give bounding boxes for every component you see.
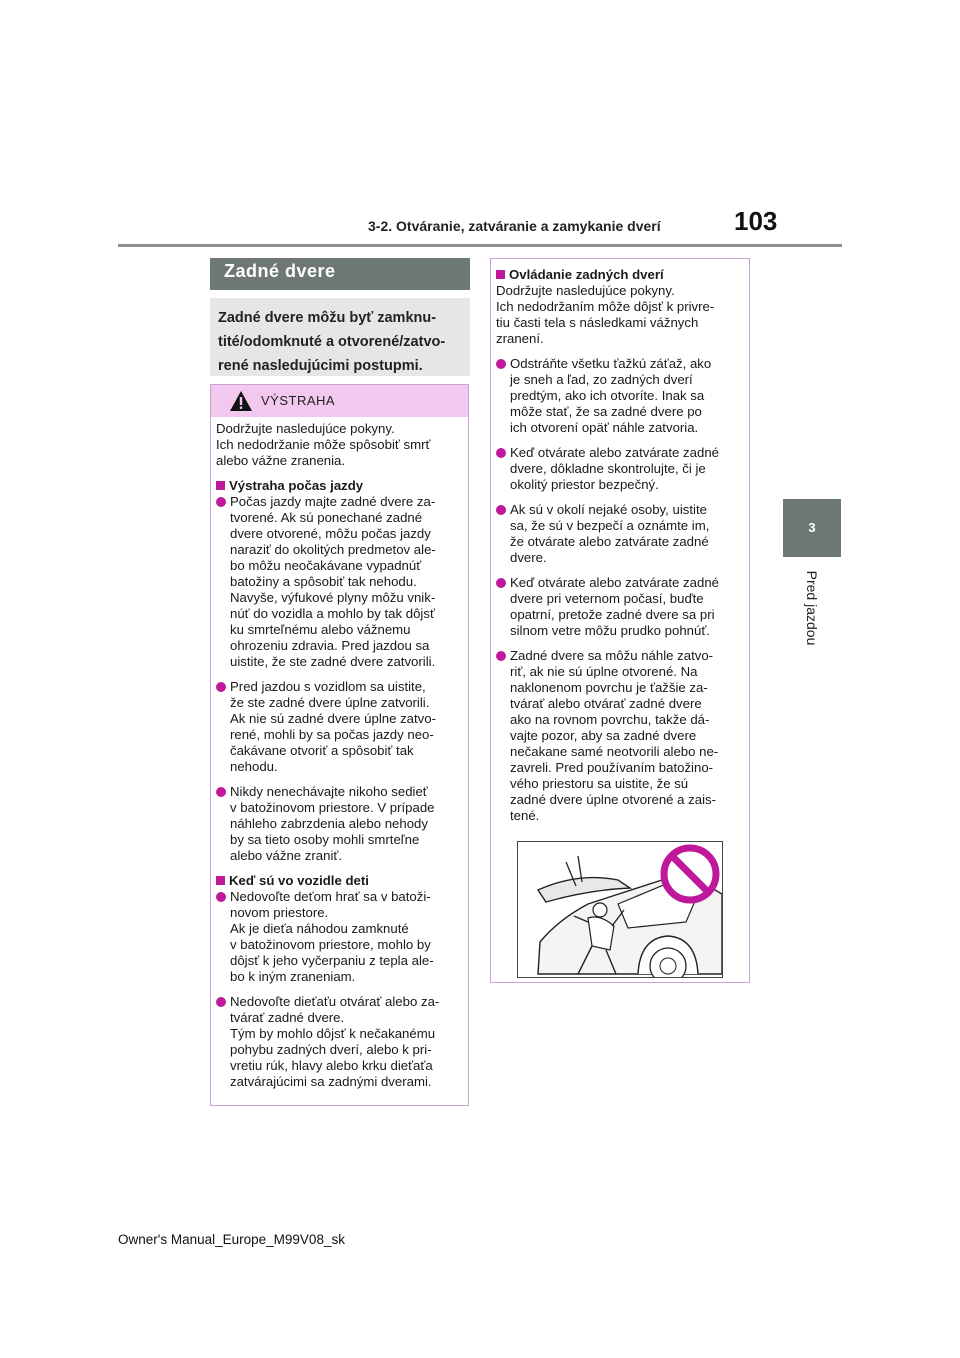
prohibited-sign-icon	[664, 848, 716, 900]
header-rule	[118, 244, 842, 247]
square-bullet-icon	[496, 270, 505, 279]
square-bullet-icon	[216, 876, 225, 885]
warning-bullet: Počas jazdy majte zadné dvere za- tvorené. Ak sú ponechané zadné dvere otvorené, môžu počas jazdy naraziť do okolitých predmetov ale- bo môžu neočakávane vypadnúť batožiny a spôsobiť tak nehodu. Navyše, výfukové plyny môžu vnik- núť do vozidla a mohlo by tak dôjsť ku smrteľnému alebo vážnemu ohrozeniu zdravia. Pred jazdou sa uistite, že ste zadné dvere zatvorili.	[216, 494, 460, 670]
chapter-label-text: Pred jazdou	[804, 570, 820, 646]
warning-header	[211, 385, 468, 417]
bullet-dot-icon	[496, 651, 506, 661]
page-number: 103	[734, 206, 778, 236]
bullet-dot-icon	[496, 448, 506, 458]
operation-bullet: Keď otvárate alebo zatvárate zadné dvere, dôkladne skontrolujte, či je okolitý priestor bezpečný.	[496, 445, 741, 493]
illustration	[517, 841, 723, 978]
warning-lead: Dodržujte nasledujúce pokyny. Ich nedodržanie môže spôsobiť smrť alebo vážne zranenia.	[216, 421, 431, 468]
warning-box	[210, 384, 469, 1106]
warning-bullet: Nikdy nenechávajte nikoho sedieť v batožinovom priestore. V prípade náhleho zabrzdenia alebo nehody by sa tieto osoby mohli smrteľne alebo vážne zraniť.	[216, 784, 460, 864]
footer-text: Owner's Manual_Europe_M99V08_sk	[118, 1232, 345, 1247]
section-header: 3-2. Otváranie, zatváranie a zamykanie dverí	[368, 218, 661, 234]
bullet-dot-icon	[216, 997, 226, 1007]
bullet-dot-icon	[496, 578, 506, 588]
warning-title: VÝSTRAHA	[261, 393, 336, 408]
bullet-dot-icon	[216, 497, 226, 507]
operation-bullet: Zadné dvere sa môžu náhle zatvo- riť, ak nie sú úplne otvorené. Na naklonenom povrchu je ťažšie za- tvárať alebo otvárať zadné dvere ako na rovnom povrchu, takže dá- vajte pozor, aby sa zadné dvere nečakane samé neotvorili alebo ne- zavreli. Pred používaním batožino- vého priestoru sa uistite, že sú zadné dvere úplne otvorené a zais- tené.	[496, 648, 741, 824]
section-title: Zadné dvere	[224, 261, 336, 281]
car-tailgate-drawing	[518, 842, 722, 977]
chapter-label	[782, 560, 842, 656]
warning-bullet: Nedovoľte dieťaťu otvárať alebo za- tvárať zadné dvere. Tým by mohlo dôjsť k nečakanému pohybu zadných dverí, alebo k pri- vretiu rúk, hlavy alebo krku dieťaťa zatvárajúcimi sa zadnými dverami.	[216, 994, 460, 1090]
bullet-dot-icon	[496, 359, 506, 369]
warning-subheading: Keď sú vo vozidle deti	[216, 873, 460, 889]
operation-body	[491, 261, 749, 824]
warning-body	[211, 417, 468, 1090]
warning-bullet: Nedovoľte deťom hrať sa v batoži- novom priestore. Ak je dieťa náhodou zamknuté v batožinovom priestore, mohlo by dôjsť k jeho vyčerpaniu z tepla ale- bo k iným zraneniam.	[216, 889, 460, 985]
intro-box	[210, 298, 470, 376]
bullet-dot-icon	[216, 682, 226, 692]
warning-subheading: Výstraha počas jazdy	[216, 478, 460, 494]
operation-bullet: Odstráňte všetku ťažkú záťaž, ako je sneh a ľad, zo zadných dverí predtým, ako ich otvoríte. Inak sa môže stať, že sa zadné dvere po ich otvorení opäť náhle zatvoria.	[496, 356, 741, 436]
operation-box	[490, 258, 750, 983]
operation-bullet: Keď otvárate alebo zatvárate zadné dvere pri veternom počasí, buďte opatrní, pretože zadné dvere sa pri silnom vetre môžu prudko pohnúť.	[496, 575, 741, 639]
warning-triangle-icon	[229, 390, 253, 412]
operation-heading: Ovládanie zadných dverí	[496, 267, 741, 283]
bullet-dot-icon	[496, 505, 506, 515]
operation-lead: Dodržujte nasledujúce pokyny. Ich nedodržaním môže dôjsť k privre- tiu časti tela s následkami vážnych zranení.	[496, 283, 715, 346]
intro-text: Zadné dvere môžu byť zamknu- tité/odomknuté a otvorené/zatvo- rené nasledujúcimi postupmi.	[218, 310, 446, 374]
warning-bullet: Pred jazdou s vozidlom sa uistite, že ste zadné dvere úplne zatvorili. Ak nie sú zadné dvere úplne zatvo- rené, mohli by sa počas jazdy neo- čakávane otvoriť a spôsobiť tak nehodu.	[216, 679, 460, 775]
square-bullet-icon	[216, 481, 225, 490]
section-title-bar	[210, 258, 470, 290]
chapter-tab: 3	[783, 499, 841, 557]
bullet-dot-icon	[216, 787, 226, 797]
bullet-dot-icon	[216, 892, 226, 902]
operation-bullet: Ak sú v okolí nejaké osoby, uistite sa, že sú v bezpečí a oznámte im, že otvárate alebo zatvárate zadné dvere.	[496, 502, 741, 566]
